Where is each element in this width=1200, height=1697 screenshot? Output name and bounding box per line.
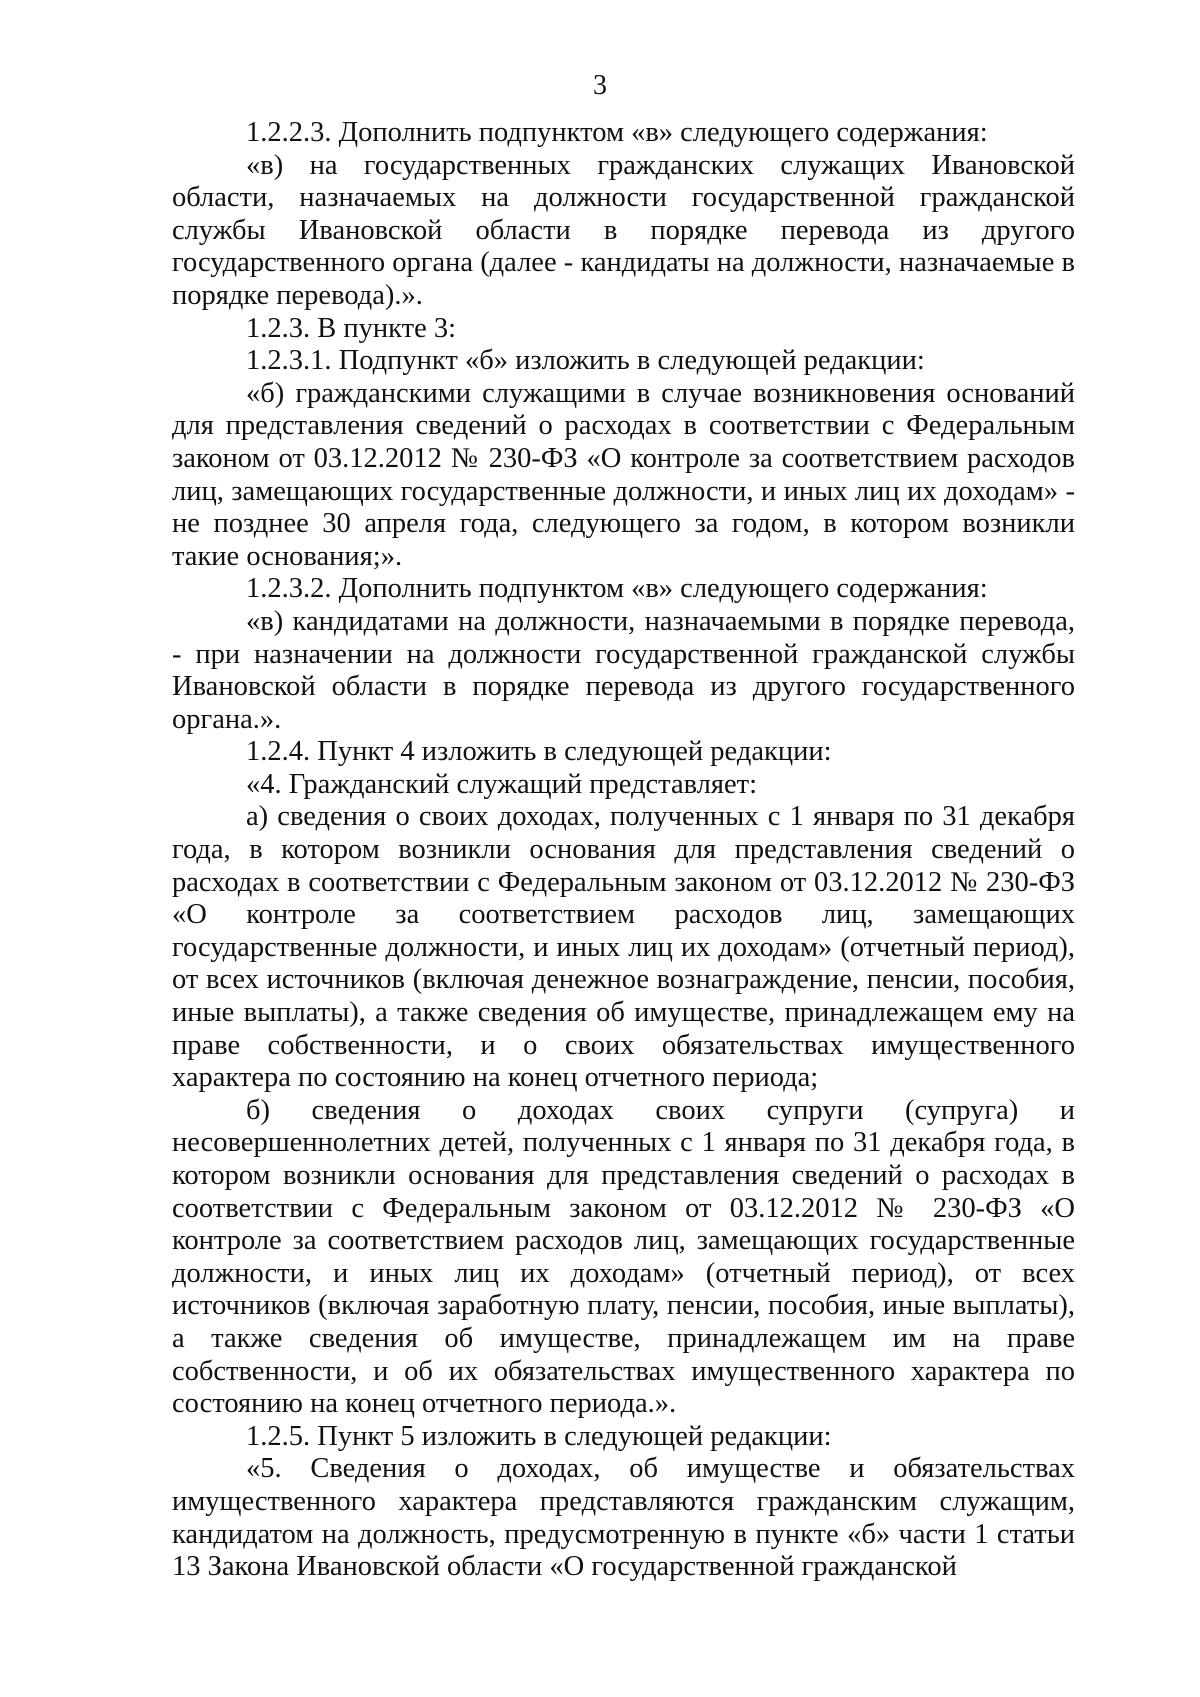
paragraph-subitem-a-own-income: а) сведения о своих доходах, полученных с 1 января по 31 декабря года, в котором возникли основания для представления сведений о расходах в соответствии с Федеральным законом от 03.12.2012 № 230-ФЗ «О контроле за соответствием расходов лиц, замещающих государственные должности, и иных лиц их доходам» (отчетный период), от всех источников (включая денежное вознаграждение, пенсии, пособия, иные выплаты), а также сведения об имуществе, принадлежащем ему на праве собственности, и о своих обязательствах имущественного характера по состоянию на конец отчетного периода; [172,801,1075,1094]
paragraph-1-2-2-3: 1.2.2.3. Дополнить подпунктом «в» следующего содержания: [246,117,988,148]
paragraph-subitem-b-deadline: «б) гражданскими служащими в случае возникновения оснований для представления сведений о расходах в соответствии с Федеральным законом от 03.12.2012 № 230-ФЗ «О контроле за соответствием расходов лиц, замещающих государственные должности, и иных лиц их доходам» - не позднее 30 апреля года, следующего за годом, в котором возникли такие основания;». [172,377,1075,572]
paragraph-item-5-text: «5. Сведения о доходах, об имуществе и обязательствах имущественного характера представляются гражданским служащим, кандидатом на должность, предусмотренную в пункте «б» части 1 статьи 13 Закона Ивановской области «О государственной гражданской [172,1453,1075,1583]
paragraph-1-2-3: 1.2.3. В пункте 3: [246,312,457,344]
document-body [172,117,1075,1584]
paragraph-subitem-v-candidates: «в) кандидатами на должности, назначаемыми в порядке перевода, - при назначении на должности государственной гражданской службы Ивановской области в порядке перевода из другого государственного органа.». [172,605,1075,735]
page-number: 3 [593,70,607,101]
paragraph-1-2-4: 1.2.4. Пункт 4 изложить в следующей редакции: [246,736,832,768]
paragraph-1-2-3-1: 1.2.3.1. Подпункт «б» изложить в следующей редакции: [246,345,925,377]
paragraph-1-2-5: 1.2.5. Пункт 5 изложить в следующей редакции: [246,1420,832,1452]
paragraph-1-2-3-2: 1.2.3.2. Дополнить подпунктом «в» следующего содержания: [246,573,988,605]
paragraph-item-4-intro: «4. Гражданский служащий представляет: [246,768,758,800]
paragraph-subitem-b-family-income: б) сведения о доходах своих супруги (супруга) и несовершеннолетних детей, полученных с 1 января по 31 декабря года, в котором возникли основания для представления сведений о расходах в соответствии с Федеральным законом от 03.12.2012 № 230-ФЗ «О контроле за соответствием расходов лиц, замещающих государственные должности, и иных лиц их доходам» (отчетный период), от всех источников (включая заработную плату, пенсии, пособия, иные выплаты), а также сведения об имуществе, принадлежащем им на праве собственности, и об их обязательствах имущественного характера по состоянию на конец отчетного периода.». [172,1094,1075,1420]
paragraph-subitem-v-transfer: «в) на государственных гражданских служащих Ивановской области, назначаемых на должности государственной гражданской службы Ивановской области в порядке перевода из другого государственного органа (далее - кандидаты на должности, назначаемые в порядке перевода).». [172,149,1075,311]
